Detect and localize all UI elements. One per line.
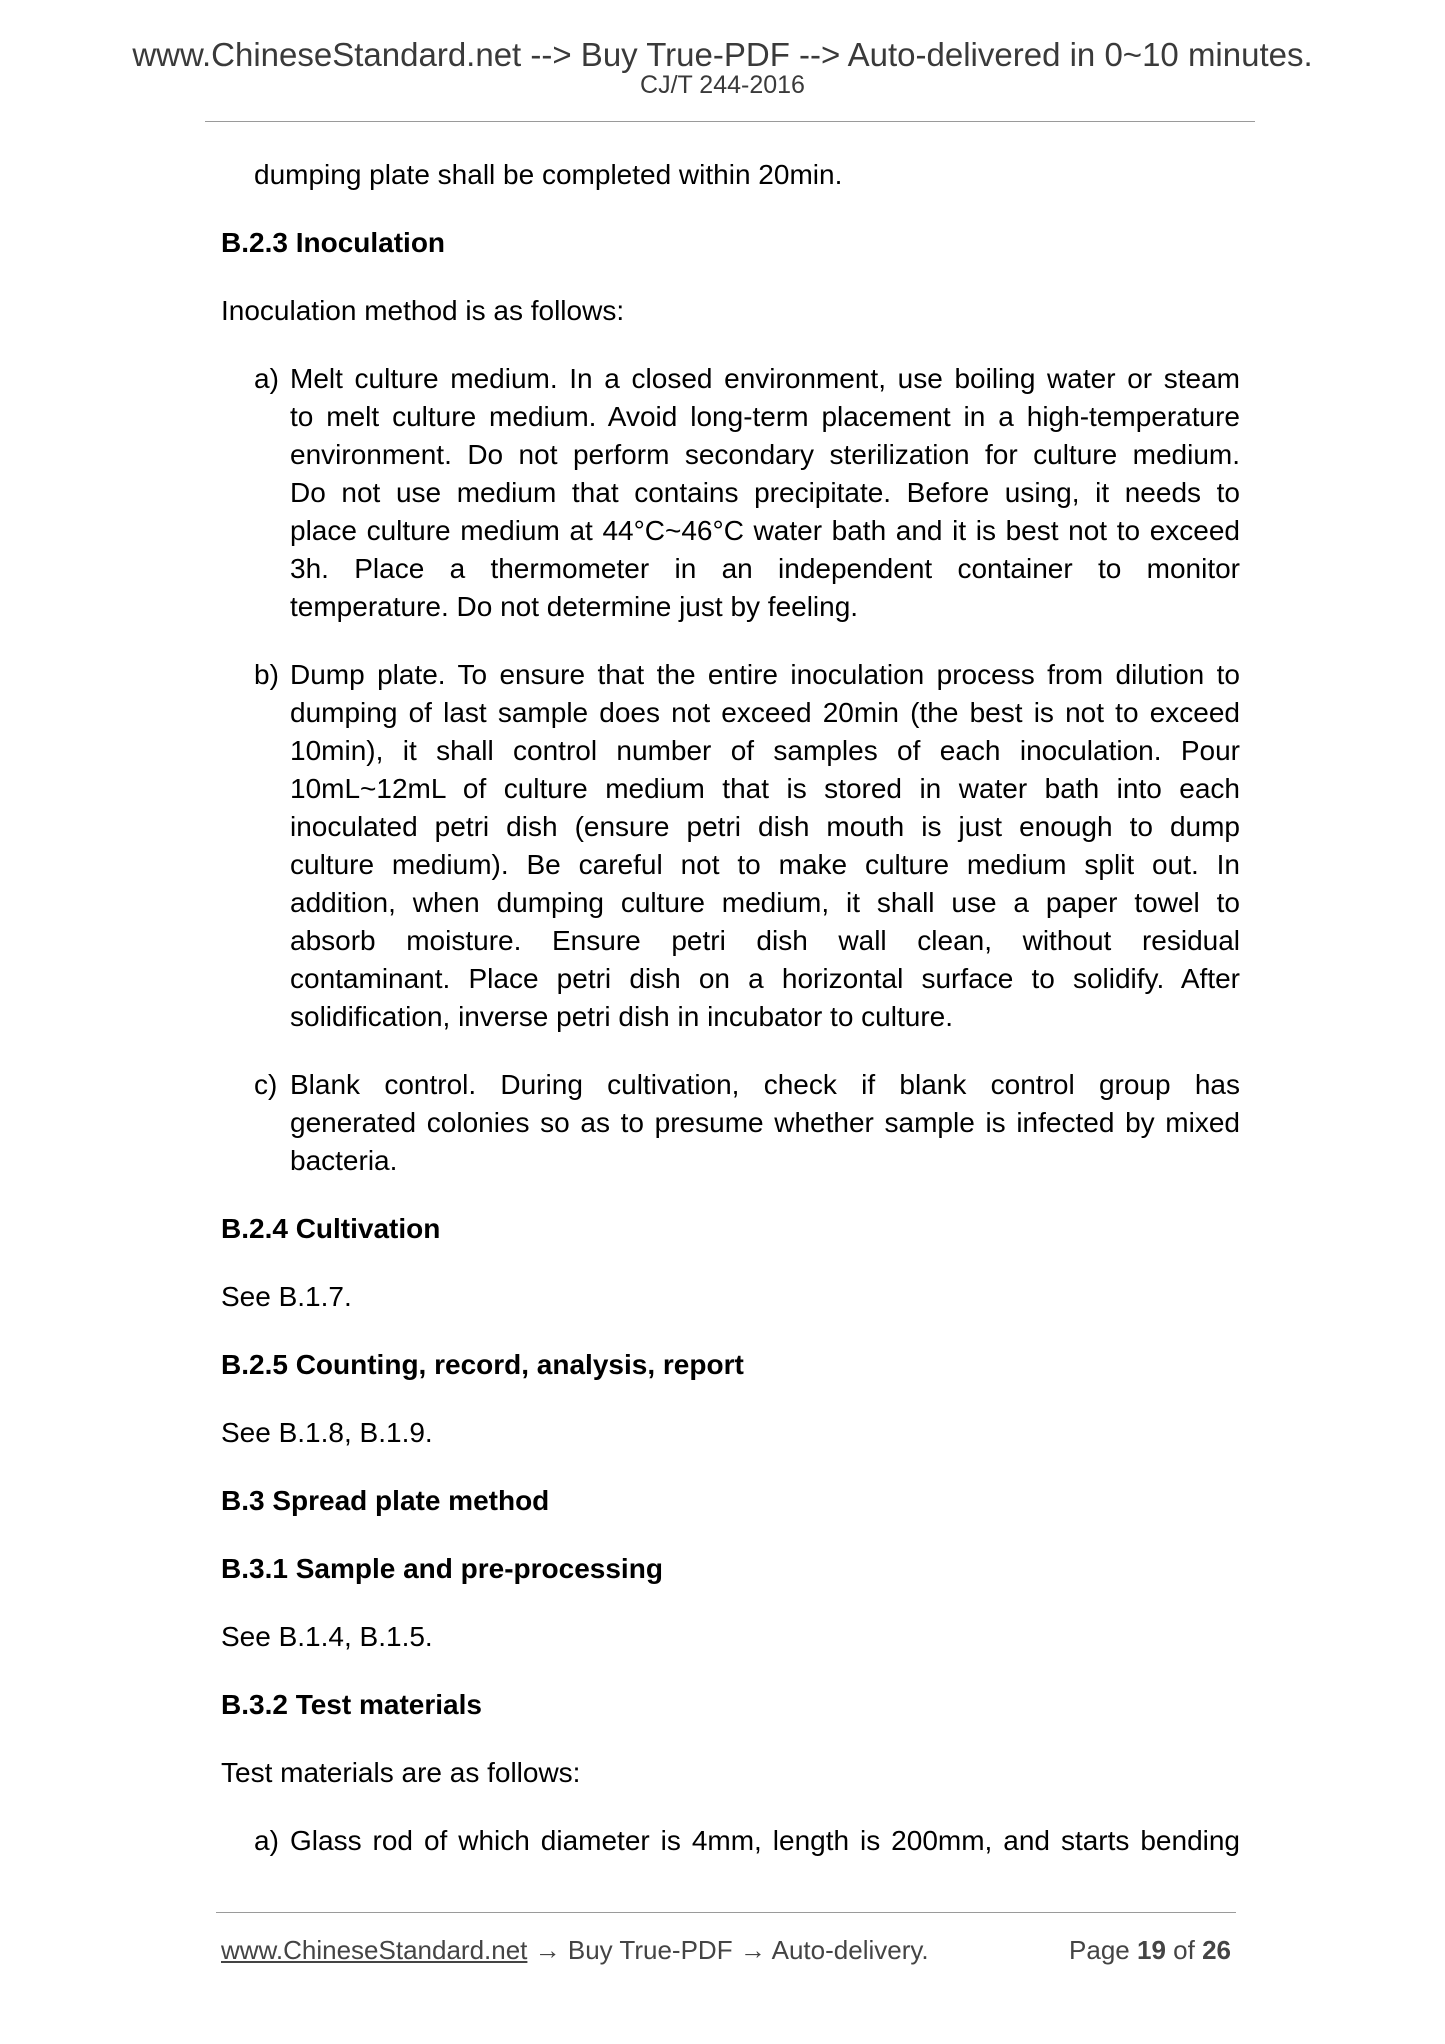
text-line: absorb moisture. Ensure petri dish wall clean, without residual: [290, 925, 1240, 956]
heading-b24: B.2.4 Cultivation: [221, 1213, 441, 1244]
list-item-text: [290, 1822, 1240, 1860]
text-line: Melt culture medium. In a closed environment, use boiling water or steam: [290, 363, 1240, 394]
list-item: [254, 1066, 1240, 1180]
heading-b23: B.2.3 Inoculation: [221, 227, 446, 258]
text-line: 3h. Place a thermometer in an independent container to monitor: [290, 553, 1240, 584]
list-item: [254, 656, 1240, 1036]
text-line: environment. Do not perform secondary sterilization for culture medium.: [290, 439, 1240, 470]
top-banner: www.ChineseStandard.net --> Buy True-PDF --> Auto-delivered in 0~10 minutes.: [132, 36, 1313, 73]
b24-text: See B.1.7.: [221, 1281, 352, 1312]
text-line: Glass rod of which diameter is 4mm, length is 200mm, and starts bending: [290, 1825, 1240, 1856]
list-item-text: [290, 656, 1240, 1036]
text-line: bacteria.: [290, 1145, 398, 1176]
b25-text: See B.1.8, B.1.9.: [221, 1417, 433, 1448]
text-line: Do not use medium that contains precipitate. Before using, it needs to: [290, 477, 1240, 508]
page-word: Page: [1069, 1935, 1130, 1965]
page-total: 26: [1202, 1935, 1231, 1965]
text-line: place culture medium at 44°C~46°C water bath and it is best not to exceed: [290, 515, 1240, 546]
heading-b25: B.2.5 Counting, record, analysis, report: [221, 1349, 744, 1380]
arrow-right-icon: →: [534, 1935, 561, 1965]
text-line: inoculated petri dish (ensure petri dish mouth is just enough to dump: [290, 811, 1240, 842]
text-line: contaminant. Place petri dish on a horizontal surface to solidify. After: [290, 963, 1240, 994]
text-line: to melt culture medium. Avoid long-term placement in a high-temperature: [290, 401, 1240, 432]
text-line: culture medium). Be careful not to make culture medium split out. In: [290, 849, 1240, 880]
text-line: 10min), it shall control number of samples of each inoculation. Pour: [290, 735, 1240, 766]
text-line: dumping of last sample does not exceed 20min (the best is not to exceed: [290, 697, 1240, 728]
heading-b32: B.3.2 Test materials: [221, 1689, 482, 1720]
standard-code: CJ/T 244-2016: [640, 71, 805, 99]
page-current: 19: [1137, 1935, 1166, 1965]
text-line: Blank control. During cultivation, check if blank control group has: [290, 1069, 1240, 1100]
text-line: generated colonies so as to presume whether sample is infected by mixed: [290, 1107, 1240, 1138]
b31-text: See B.1.4, B.1.5.: [221, 1621, 433, 1652]
header-divider: [205, 121, 1255, 122]
page-footer: [221, 1934, 1231, 1966]
text-line: solidification, inverse petri dish in incubator to culture.: [290, 1001, 954, 1032]
text-line: addition, when dumping culture medium, it shall use a paper towel to: [290, 887, 1240, 918]
text-line: 10mL~12mL of culture medium that is stored in water bath into each: [290, 773, 1240, 804]
heading-b31: B.3.1 Sample and pre-processing: [221, 1553, 663, 1584]
b32-intro: Test materials are as follows:: [221, 1757, 581, 1788]
list-item-label: b): [254, 659, 279, 690]
heading-b3: B.3 Spread plate method: [221, 1485, 550, 1516]
continuation-text: dumping plate shall be completed within 20min.: [254, 159, 843, 190]
text-line: temperature. Do not determine just by feeling.: [290, 591, 859, 622]
list-item-text: [290, 360, 1240, 626]
arrow-right-icon: →: [739, 1935, 766, 1965]
footer-divider: [216, 1912, 1236, 1913]
text-line: Dump plate. To ensure that the entire inoculation process from dilution to: [290, 659, 1240, 690]
list-item-label: a): [254, 1825, 279, 1856]
page-number: [1069, 1934, 1231, 1966]
list-item-label: a): [254, 363, 279, 394]
of-word: of: [1173, 1935, 1195, 1965]
footer-delivery-text: Auto-delivery.: [771, 1935, 929, 1965]
list-item-label: c): [254, 1069, 278, 1100]
footer-site-link[interactable]: www.ChineseStandard.net: [221, 1935, 528, 1965]
list-item: [254, 1822, 1240, 1860]
list-item: [254, 360, 1240, 626]
b23-intro: Inoculation method is as follows:: [221, 295, 625, 326]
footer-buy-text: Buy True-PDF: [567, 1935, 733, 1965]
list-item-text: [290, 1066, 1240, 1180]
